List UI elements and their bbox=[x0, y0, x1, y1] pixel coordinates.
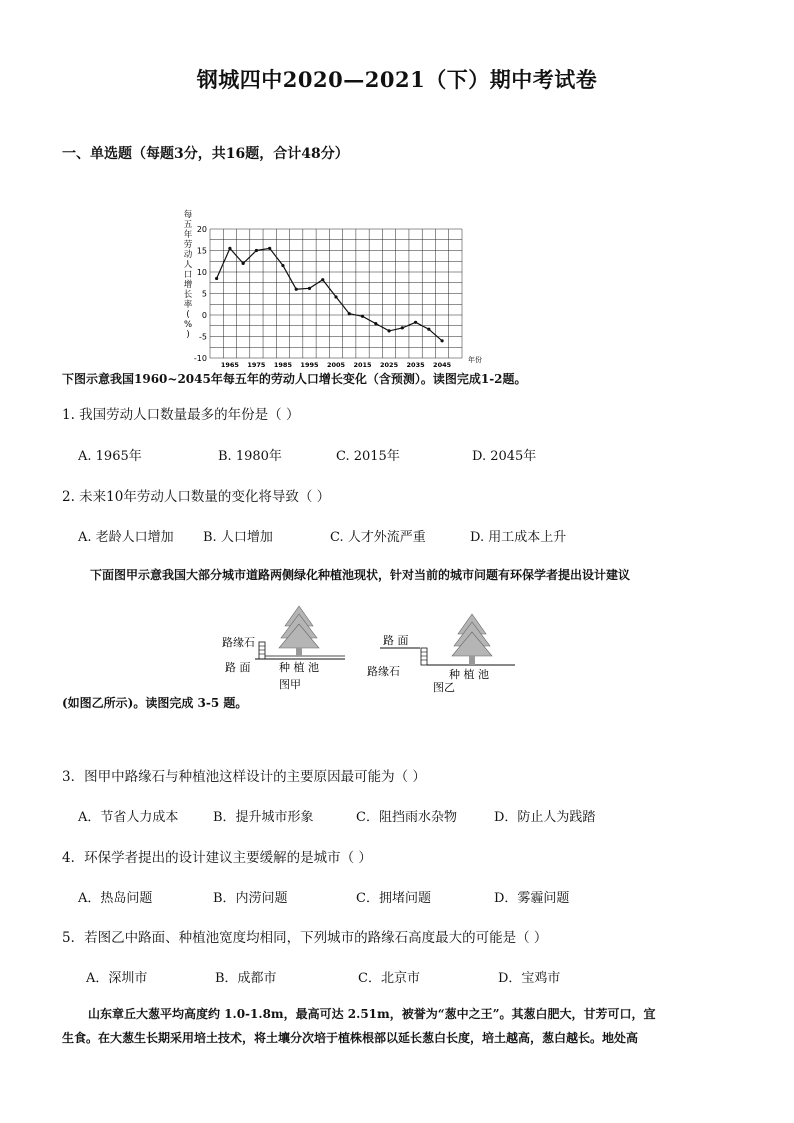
yi-pool-label: 种 植 池 bbox=[449, 668, 489, 681]
q1-option-c: C. 2015年 bbox=[336, 449, 400, 464]
q5-option-b: B．成都市 bbox=[215, 971, 277, 986]
y-axis-label-char: ) bbox=[186, 330, 190, 340]
q2-option-c: C. 人才外流严重 bbox=[330, 530, 426, 545]
y-axis-label-char: 每 bbox=[183, 210, 193, 220]
x-tick-label: 2045 bbox=[433, 361, 452, 369]
y-axis-label-char: 率 bbox=[183, 300, 193, 310]
y-tick-label: 20 bbox=[196, 225, 207, 234]
section-heading: 一、单选题（每题3分，共16题，合计48分） bbox=[62, 146, 349, 162]
y-axis-label-char: 长 bbox=[183, 290, 193, 300]
question-4: 4．环保学者提出的设计建议主要缓解的是城市（ ） bbox=[62, 850, 372, 866]
y-tick-label: -5 bbox=[199, 332, 207, 342]
y-axis-label-char: 五 bbox=[183, 220, 193, 230]
yi-figure-name: 图乙 bbox=[433, 681, 455, 694]
q2-option-a: A. 老龄人口增加 bbox=[78, 530, 174, 545]
x-tick-label: 1965 bbox=[220, 361, 239, 369]
data-point bbox=[374, 322, 377, 325]
y-tick-label: 15 bbox=[196, 246, 207, 256]
data-point bbox=[255, 249, 258, 252]
x-tick-label: 1995 bbox=[300, 361, 319, 369]
x-tick-label: 2005 bbox=[326, 361, 346, 369]
y-axis-label-char: 人 bbox=[183, 260, 193, 270]
passage-3-line-1: 山东章丘大葱平均高度约 1.0-1.8m，最高可达 2.51m，被誉为“葱中之王”。其葱白肥大，甘芳可口，宜 bbox=[88, 1007, 656, 1021]
y-tick-label: 0 bbox=[201, 311, 207, 320]
q5-option-d: D．宝鸡市 bbox=[498, 971, 561, 986]
data-point bbox=[427, 328, 430, 331]
passage-2-line-1: 下面图甲示意我国大部分城市道路两侧绿化种植池现状，针对当前的城市问题有环保学者提出设计建议 bbox=[90, 568, 631, 582]
y-axis-label-char: 口 bbox=[183, 270, 193, 280]
x-tick-label: 2015 bbox=[353, 361, 372, 369]
q4-option-a: A．热岛问题 bbox=[78, 891, 153, 906]
question-3: 3．图甲中路缘石与种植池这样设计的主要原因最可能为（ ） bbox=[62, 769, 426, 785]
data-point bbox=[361, 315, 364, 318]
diagram-yi bbox=[367, 614, 515, 694]
q2-option-b: B. 人口增加 bbox=[203, 530, 273, 545]
data-point bbox=[308, 287, 311, 290]
y-axis-label-char: 动 bbox=[183, 250, 193, 260]
data-point bbox=[401, 326, 404, 329]
question-5: 5．若图乙中路面、种植池宽度均相同，下列城市的路缘石高度最大的可能是（ ） bbox=[62, 930, 548, 946]
x-tick-label: 2035 bbox=[406, 361, 425, 369]
data-point bbox=[348, 312, 351, 315]
y-tick-label: -10 bbox=[193, 354, 207, 363]
q3-option-b: B．提升城市形象 bbox=[213, 810, 314, 825]
y-axis-label-char: ( bbox=[186, 310, 190, 320]
jia-curb-label: 路缘石 bbox=[222, 636, 255, 649]
q4-option-c: C．拥堵问题 bbox=[356, 891, 431, 906]
labor-growth-chart bbox=[180, 205, 490, 370]
y-tick-label: 10 bbox=[196, 268, 207, 277]
jia-road-label: 路 面 bbox=[225, 661, 251, 674]
data-point bbox=[215, 277, 218, 280]
q4-option-d: D．雾霾问题 bbox=[494, 891, 570, 906]
q1-option-a: A. 1965年 bbox=[78, 449, 142, 464]
data-point bbox=[334, 295, 337, 298]
data-point bbox=[281, 264, 284, 267]
q5-option-a: A．深圳市 bbox=[86, 971, 148, 986]
passage-3-line-2: 生食。在大葱生长期采用培土技术，将土壤分次培于植株根部以延长葱白长度，培土越高，葱白越长。地处高 bbox=[62, 1031, 639, 1045]
y-axis-label bbox=[184, 209, 193, 340]
x-tick-label: 1975 bbox=[247, 361, 266, 369]
y-tick-label: 5 bbox=[201, 289, 207, 299]
q3-option-d: D．防止人为践踏 bbox=[494, 810, 596, 825]
passage-2-line-2: (如图乙所示)。读图完成 3-5 题。 bbox=[62, 696, 248, 710]
exam-title: 钢城四中2020—2021（下）期中考试卷 bbox=[196, 67, 598, 92]
tree-icon bbox=[279, 606, 319, 656]
q3-option-a: A．节省人力成本 bbox=[78, 810, 179, 825]
data-point bbox=[268, 247, 271, 250]
jia-pool-label: 种 植 池 bbox=[279, 661, 319, 674]
y-axis-label-char: % bbox=[183, 320, 193, 330]
q1-option-d: D. 2045年 bbox=[472, 449, 537, 464]
q5-option-c: C．北京市 bbox=[358, 971, 420, 986]
q3-option-c: C．阻挡雨水杂物 bbox=[356, 810, 457, 825]
data-point bbox=[242, 262, 245, 265]
question-1: 1. 我国劳动人口数量最多的年份是（ ） bbox=[62, 407, 300, 423]
jia-figure-name: 图甲 bbox=[279, 678, 301, 691]
chart-caption: 下图示意我国1960~2045年每五年的劳动人口增长变化（含预测）。读图完成1-2题。 bbox=[62, 372, 527, 386]
data-point bbox=[228, 247, 231, 250]
tree-icon bbox=[452, 614, 492, 665]
q4-option-b: B．内涝问题 bbox=[213, 891, 288, 906]
y-axis-label-char: 增 bbox=[183, 280, 193, 290]
data-point bbox=[321, 278, 324, 281]
yi-curb-label: 路缘石 bbox=[367, 665, 400, 678]
x-tick-label: 1985 bbox=[273, 361, 292, 369]
x-tick-label: 2025 bbox=[380, 361, 399, 369]
planting-pool-diagram bbox=[215, 598, 525, 696]
yi-road-label: 路 面 bbox=[383, 634, 409, 647]
y-axis-label-char: 年 bbox=[183, 230, 193, 240]
data-point bbox=[441, 339, 444, 342]
q1-option-b: B. 1980年 bbox=[218, 449, 282, 464]
data-point bbox=[414, 321, 417, 324]
x-axis-label: 年份 bbox=[468, 356, 482, 364]
data-point bbox=[295, 288, 298, 291]
data-point bbox=[387, 329, 390, 332]
diagram-jia bbox=[222, 606, 345, 691]
y-axis-label-char: 劳 bbox=[183, 240, 193, 250]
q2-option-d: D. 用工成本上升 bbox=[470, 530, 567, 545]
question-2: 2. 未来10年劳动人口数量的变化将导致（ ） bbox=[62, 489, 331, 505]
